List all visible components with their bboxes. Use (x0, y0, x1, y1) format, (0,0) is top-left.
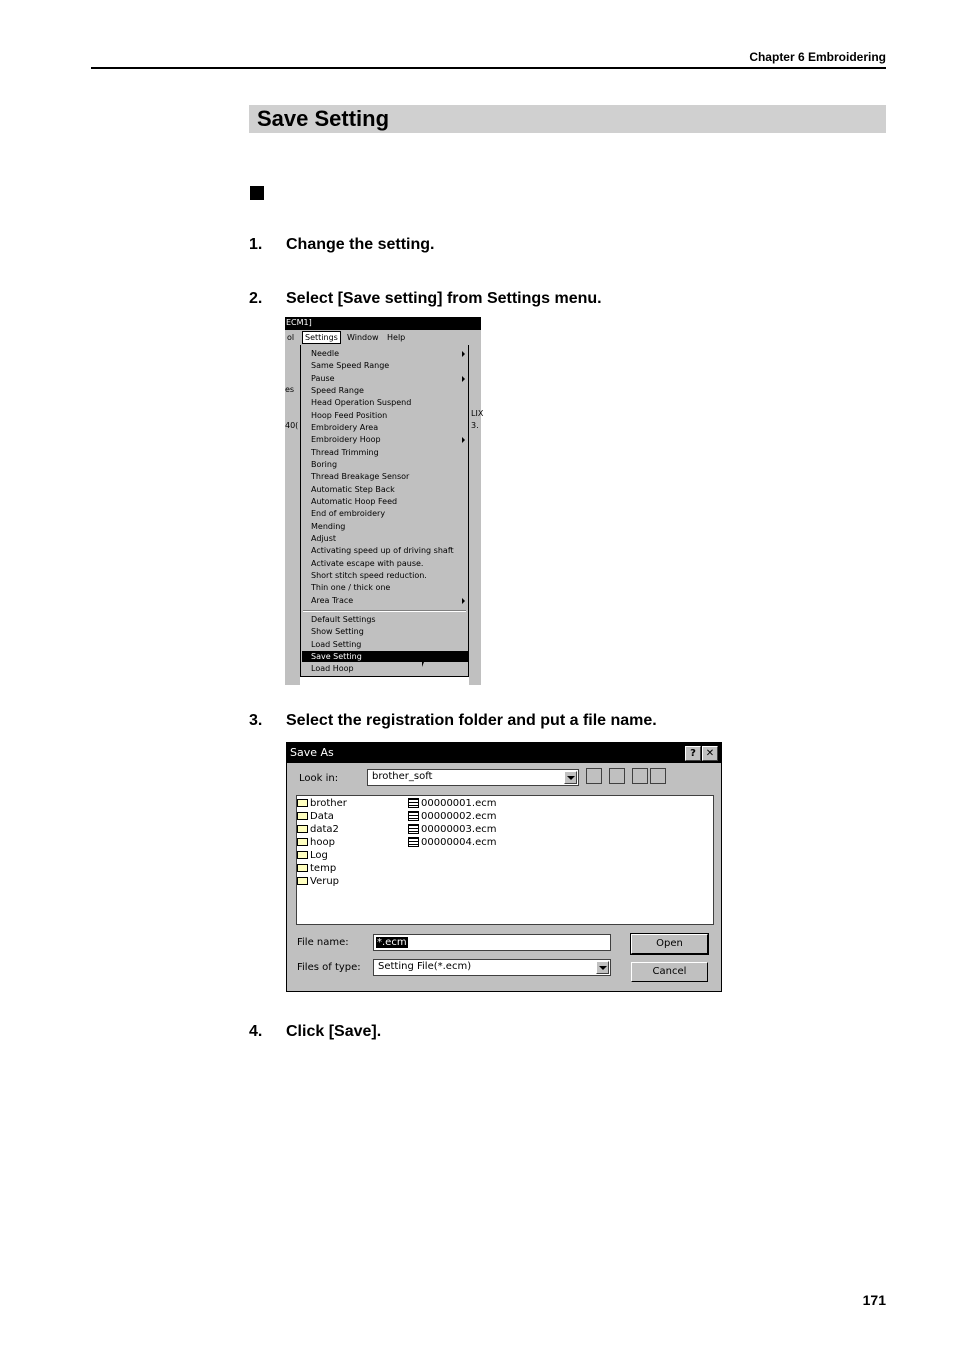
file-icon (408, 837, 419, 847)
file-name-value: *.ecm (377, 937, 407, 948)
step-text: Change the setting. (286, 236, 435, 253)
menu-item[interactable]: Embroidery Area (311, 423, 379, 432)
list-item[interactable]: brother (297, 798, 347, 809)
menu-item[interactable]: Activate escape with pause. (311, 559, 424, 568)
list-item[interactable]: Verup (297, 876, 339, 887)
section-title: Save Setting (257, 106, 390, 131)
app-background-bottom (300, 677, 469, 685)
menu-item[interactable]: Pause (311, 374, 335, 383)
dialog-title-bar (287, 743, 721, 763)
file-type-value: Setting File(*.ecm) (378, 961, 472, 972)
step-text: Select [Save setting] from Settings menu. (286, 290, 602, 307)
save-as-dialog-screenshot (286, 742, 722, 992)
menu-item[interactable]: Load Setting (311, 640, 362, 649)
menu-item[interactable]: Thread Breakage Sensor (311, 472, 410, 481)
folder-icon (297, 851, 308, 859)
bullet-square (250, 186, 264, 200)
dropdown-arrow-icon[interactable] (596, 961, 609, 974)
menu-item-save-setting[interactable]: Save Setting (311, 652, 362, 661)
menu-item[interactable]: Embroidery Hoop (311, 435, 381, 444)
open-button[interactable]: Open (631, 934, 708, 954)
dialog-title: Save As (290, 746, 334, 759)
close-button[interactable]: ✕ (702, 746, 718, 761)
menu-help[interactable]: Help (387, 333, 406, 342)
submenu-arrow-icon (462, 598, 465, 604)
file-type-select[interactable] (373, 959, 611, 976)
list-item[interactable]: Log (297, 850, 328, 861)
menu-item[interactable]: Same Speed Range (311, 361, 390, 370)
folder-icon (297, 864, 308, 872)
folder-icon (297, 812, 308, 820)
window-title-bar (285, 317, 481, 330)
up-folder-icon[interactable] (586, 768, 602, 784)
menu-item[interactable]: Needle (311, 349, 340, 358)
submenu-arrow-icon (462, 376, 465, 382)
step-text: Click [Save]. (286, 1023, 382, 1040)
list-item[interactable]: 00000004.ecm (408, 837, 496, 848)
step-number: 4. (249, 1023, 263, 1040)
submenu-arrow-icon (462, 437, 465, 443)
list-item[interactable]: temp (297, 863, 336, 874)
menu-separator (303, 610, 466, 612)
menu-item[interactable]: Show Setting (311, 627, 364, 636)
menu-item[interactable]: Load Hoop (311, 664, 354, 673)
folder-icon (297, 825, 308, 833)
file-icon (408, 798, 419, 808)
menu-item[interactable]: End of embroidery (311, 509, 386, 518)
list-item[interactable]: 00000003.ecm (408, 824, 496, 835)
settings-dropdown (300, 345, 469, 677)
file-name-label: File name: (297, 937, 349, 948)
menu-item[interactable]: Mending (311, 522, 346, 531)
look-in-label: Look in: (299, 773, 339, 784)
bg-fragment: LIX (471, 409, 484, 418)
file-name-input[interactable] (373, 934, 611, 951)
cancel-button[interactable]: Cancel (631, 962, 708, 982)
menu-item[interactable]: Thin one / thick one (311, 583, 391, 592)
bg-fragment: 40( (285, 421, 299, 430)
menu-item[interactable]: Boring (311, 460, 338, 469)
menu-item[interactable]: Activating speed up of driving shaft (311, 546, 454, 555)
look-in-select[interactable] (367, 769, 579, 786)
folder-icon (297, 877, 308, 885)
list-view-icon[interactable] (632, 768, 648, 784)
step-number: 2. (249, 290, 263, 307)
settings-menu-screenshot (285, 317, 484, 685)
menu-item[interactable]: Speed Range (311, 386, 364, 395)
menu-item[interactable]: Thread Trimming (311, 448, 379, 457)
list-item[interactable]: data2 (297, 824, 339, 835)
submenu-arrow-icon (462, 351, 465, 357)
details-view-icon[interactable] (650, 768, 666, 784)
window-title: ECM1] (286, 318, 312, 327)
page-number: 171 (862, 1292, 886, 1308)
menu-item[interactable]: Area Trace (311, 596, 354, 605)
file-icon (408, 824, 419, 834)
menu-item[interactable]: Default Settings (311, 615, 376, 624)
menu-window[interactable]: Window (347, 333, 379, 342)
step-number: 3. (249, 712, 263, 729)
list-item[interactable]: 00000002.ecm (408, 811, 496, 822)
chapter-header: Chapter 6 Embroidering (749, 50, 886, 64)
file-icon (408, 811, 419, 821)
folder-icon (297, 838, 308, 846)
step-text: Select the registration folder and put a file name. (286, 712, 657, 729)
list-item[interactable]: hoop (297, 837, 335, 848)
menu-item[interactable]: Automatic Step Back (311, 485, 395, 494)
section-title-bar (249, 105, 886, 133)
look-in-value: brother_soft (372, 771, 433, 782)
dropdown-arrow-icon[interactable] (564, 771, 577, 784)
mouse-cursor-icon (422, 657, 430, 667)
header-rule (91, 67, 886, 69)
menu-item[interactable]: Automatic Hoop Feed (311, 497, 398, 506)
menu-bar (285, 330, 481, 345)
list-item[interactable]: 00000001.ecm (408, 798, 496, 809)
menu-item[interactable]: Head Operation Suspend (311, 398, 412, 407)
menu-item[interactable]: Adjust (311, 534, 337, 543)
menu-item[interactable]: Short stitch speed reduction. (311, 571, 427, 580)
bg-fragment: es (285, 385, 295, 394)
bg-fragment: 3. (471, 421, 479, 430)
new-folder-icon[interactable] (609, 768, 625, 784)
menu-fragment: ol (287, 333, 295, 342)
folder-icon (297, 799, 308, 807)
file-list[interactable] (296, 795, 714, 925)
step-number: 1. (249, 236, 263, 253)
file-type-label: Files of type: (297, 962, 361, 973)
menu-item[interactable]: Hoop Feed Position (311, 411, 388, 420)
menu-settings[interactable]: Settings (302, 331, 341, 344)
help-button[interactable]: ? (685, 746, 701, 761)
list-item[interactable]: Data (297, 811, 334, 822)
